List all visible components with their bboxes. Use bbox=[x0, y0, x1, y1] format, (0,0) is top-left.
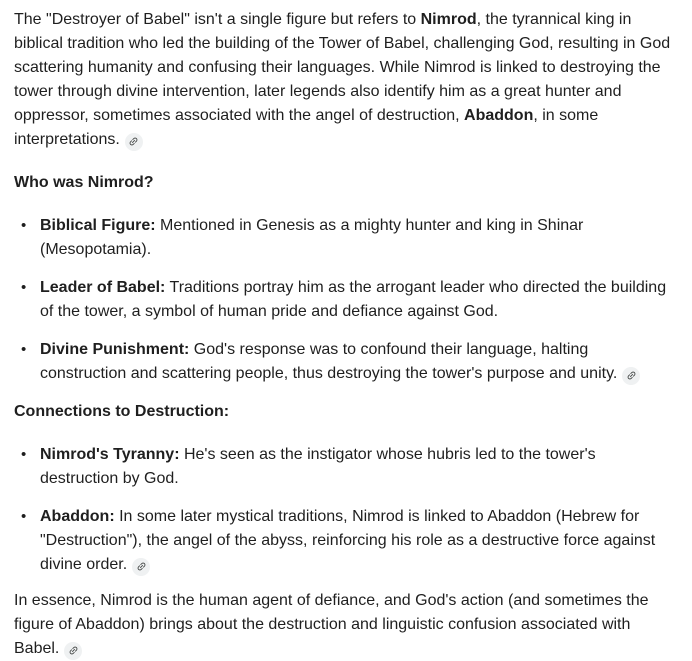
list-item-text: Abaddon: In some later mystical traditions, Nimrod is linked to Abaddon (Hebrew for "Destruction"), the angel of the abyss, reinforcing his role as a destructive force against divine order. bbox=[40, 508, 656, 573]
section-heading-connections: Connections to Destruction: bbox=[14, 403, 230, 420]
list-item-text: Nimrod's Tyranny: He's seen as the instigator whose hubris led to the tower's destruction by God. bbox=[40, 446, 596, 487]
who-was-nimrod-list bbox=[14, 214, 678, 386]
intro-paragraph bbox=[14, 8, 678, 152]
connections-list bbox=[14, 443, 678, 577]
list-item-abaddon bbox=[14, 505, 678, 577]
intro-text: The "Destroyer of Babel" isn't a single figure but refers to Nimrod, the tyrannical king in biblical tradition who led the building of the Tower of Babel, challenging God, resulting in God scattering humanity and confusing their languages. While Nimrod is linked to destroying the tower through divine intervention, later legends also identify him as a great hunter and oppressor, sometimes associated with the angel of destruction, Abaddon, in some interpretations. bbox=[14, 11, 671, 148]
list-item-leader-of-babel bbox=[14, 276, 678, 324]
citation-link-icon[interactable] bbox=[125, 133, 143, 151]
list-item-biblical-figure bbox=[14, 214, 678, 262]
list-item-nimrods-tyranny bbox=[14, 443, 678, 491]
section-heading-who-was-nimrod: Who was Nimrod? bbox=[14, 174, 154, 191]
list-item-text: Leader of Babel: Traditions portray him as the arrogant leader who directed the building of the tower, a symbol of human pride and defiance against God. bbox=[40, 279, 667, 320]
list-item-text: Biblical Figure: Mentioned in Genesis as a mighty hunter and king in Shinar (Mesopotamia). bbox=[40, 217, 584, 258]
citation-link-icon[interactable] bbox=[132, 558, 150, 576]
citation-link-icon[interactable] bbox=[64, 642, 82, 660]
outro-text: In essence, Nimrod is the human agent of defiance, and God's action (and sometimes the figure of Abaddon) brings about the destruction and linguistic confusion associated with Babel. bbox=[14, 592, 649, 657]
citation-link-icon[interactable] bbox=[622, 367, 640, 385]
list-item-text: Divine Punishment: God's response was to confound their language, halting construction and scattering people, thus destroying the tower's purpose and unity. bbox=[40, 341, 618, 382]
outro-paragraph bbox=[14, 589, 678, 661]
list-item-divine-punishment bbox=[14, 338, 678, 386]
